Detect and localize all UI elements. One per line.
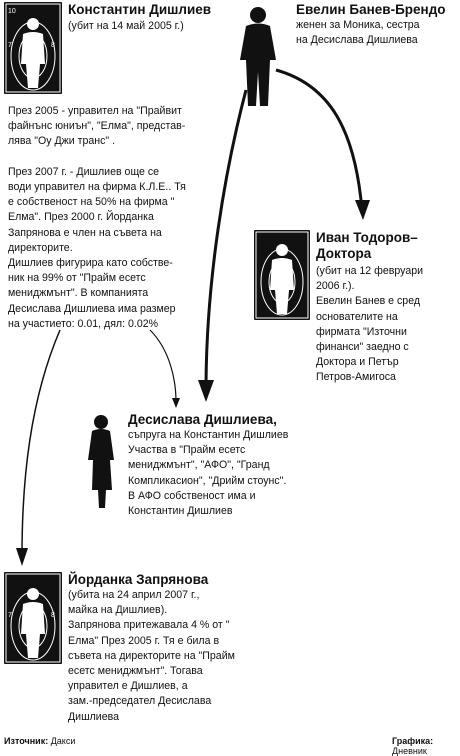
text-ivan: (убит на 12 февруари 2006 г.). Евелин Банев е сред основателите на фирмата "Източни финанси" заедно с Доктора и Петър Петров-Амигоса xyxy=(316,265,424,384)
text-yordanka: (убита на 24 април 2007 г., майка на Дишлиев). Запрянова притежавала 4 % от " Елма" През 2005 г. Тя е била в съвета на директорите на "Прайм есетс мениджмънт". Тогава управител е Дишлиев, а зам.-председател Десислава Дишлиева xyxy=(68,589,235,723)
name-evelin: Евелин Банев-Брендо xyxy=(296,2,446,17)
arrow-konstantin-to-desislava xyxy=(150,330,176,402)
target-silhouette-konstantin: 10 7 8 xyxy=(4,2,62,94)
text-desislava: съпруга на Константин Дишлиев Участва в "Прайм есетс мениджмънт", "АФО", "Гранд Компликасион", "Дрийм стоунс". В АФО собственост има и Константин Дишлиев xyxy=(128,429,289,518)
silhouette-desislava xyxy=(82,412,122,512)
target-silhouette-yordanka: 7 8 xyxy=(4,572,62,664)
name-konstantin: Константин Дишлиев xyxy=(68,2,212,17)
name-ivan: Иван Тодоров– Доктора xyxy=(316,230,418,261)
name-yordanka: Йорданка Запрянова xyxy=(68,572,209,587)
text-evelin: женен за Моника, сестра на Десислава Дишлиева xyxy=(296,19,420,47)
bio-konstantin: През 2005 - управител на "Прайвит файнънс юниън", "Елма", представ- лява "Оу Джи транс" . През 2007 г. - Дишлиев още се води управител на фирма К.Л.Е.. Тя е собственост на 50% на фирма " Елма". През 2000 г. Йорданка Запрянова е член на съвета на директорите. Дишлиев фигурира като собстве- ник на 99% от "Прайм есетс мениджмънт". В компанията Десислава Дишлиева има размер на участието: 0.01, дял: 0.02% xyxy=(8,105,186,330)
arrow-konstantin-to-yordanka xyxy=(22,330,60,555)
target-silhouette-ivan xyxy=(254,230,310,320)
name-desislava: Десислава Дишлиева, xyxy=(128,412,277,427)
source-credit: Източник: Дакси xyxy=(4,736,76,746)
graphics-credit: Графика: Дневник xyxy=(392,736,434,756)
note-konstantin: (убит на 14 май 2005 г.) xyxy=(68,20,184,32)
silhouette-evelin xyxy=(232,4,292,114)
